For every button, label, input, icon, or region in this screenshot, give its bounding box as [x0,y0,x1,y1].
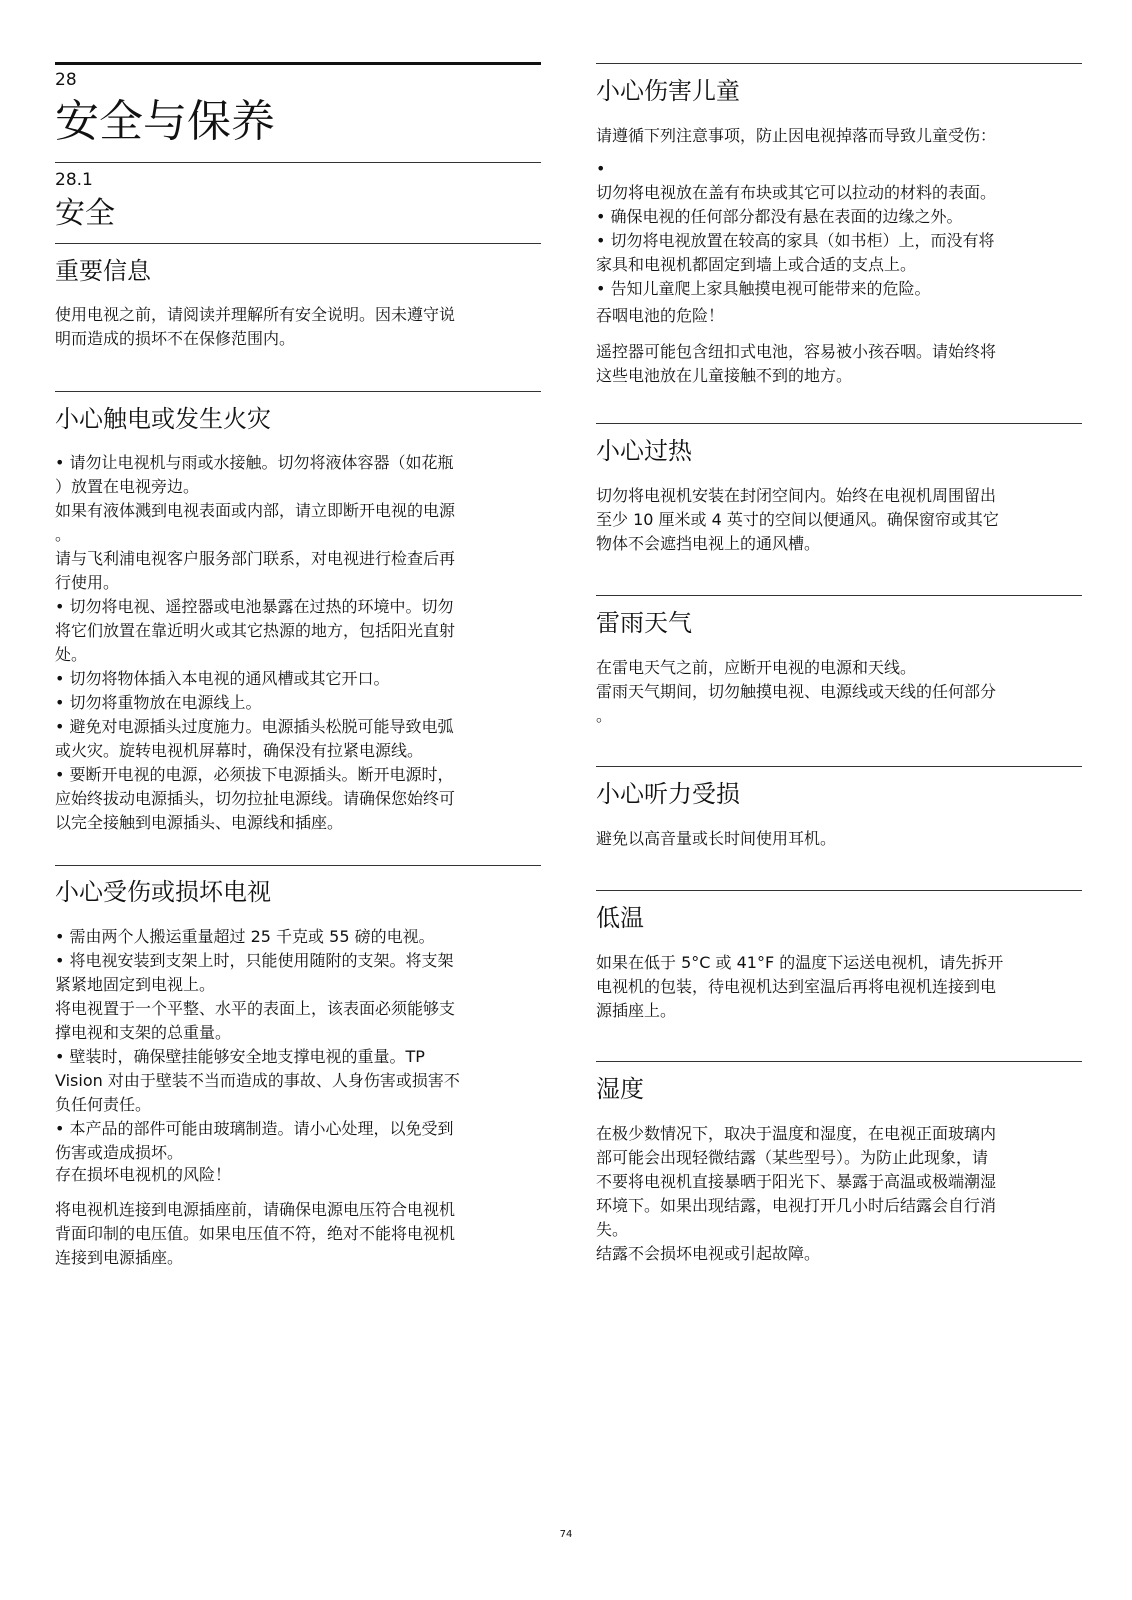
battery-danger-text: 遥控器可能包含纽扣式电池，容易被小孩吞咽。请始终将 这些电池放在儿童接触不到的地方。 [596,342,997,385]
battery-danger-title: 吞咽电池的危险！ [596,306,725,325]
divider [596,595,1082,596]
chapter-number: 28 [55,70,77,90]
risk-damage-title: 存在损坏电视机的风险！ [55,1165,232,1184]
low-temperature-text: 如果在低于 5°C 或 41°F 的温度下运送电视机，请先拆开 电视机的包装，待电视机达到室温后再将电视机连接到电 源插座上。 [596,953,1004,1020]
section-number: 28.1 [55,170,93,190]
heading-injury-damage: 小心受伤或损坏电视 [55,878,271,906]
heading-hearing: 小心听力受损 [596,780,740,808]
chapter-rule [55,62,541,65]
overheat-text: 切勿将电视机安装在封闭空间内。始终在电视机周围留出 至少 10 厘米或 4 英寸的空间以便通风。确保窗帘或其它 物体不会遮挡电视上的通风槽。 [596,486,999,553]
divider [596,766,1082,767]
divider [55,243,541,244]
page-number: 74 [559,1529,573,1540]
divider [596,63,1082,64]
chapter-title: 安全与保养 [55,96,275,147]
divider [55,391,541,392]
risk-damage-text: 将电视机连接到电源插座前，请确保电源电压符合电视机 背面印制的电压值。如果电压值不符，绝对不能将电视机 连接到电源插座。 [55,1200,456,1267]
heading-low-temperature: 低温 [596,904,644,932]
children-intro: 请遵循下列注意事项，防止因电视掉落而导致儿童受伤： [596,126,997,145]
heading-shock-fire: 小心触电或发生火灾 [55,405,271,433]
important-info-text: 使用电视之前，请阅读并理解所有安全说明。因未遵守说 明而造成的损坏不在保修范围内。 [55,305,456,348]
section-title: 安全 [55,196,115,231]
heading-humidity: 湿度 [596,1075,644,1103]
humidity-text: 在极少数情况下，取决于温度和湿度，在电视正面玻璃内 部可能会出现轻微结露（某些型号）。为防止此现象，请 不要将电视机直接暴晒于阳光下、暴露于高温或极端潮湿 环境下。如果出现结露，电视打开几小时后结露会自行消 失。 结露不会损坏电视或引起故障。 [596,1124,997,1263]
divider [596,423,1082,424]
heading-children: 小心伤害儿童 [596,77,740,105]
shock-fire-text: • 请勿让电视机与雨或水接触。切勿将液体容器（如花瓶 ）放置在电视旁边。 如果有液体溅到电视表面或内部，请立即断开电视的电源 。 请与飞利浦电视客户服务部门联系，对电视进行检查后再 行使用。 • 切勿将电视、遥控器或电池暴露在过热的环境中。切勿 将它们放置在靠近明火或其它热源的地方，包括阳光直射 处。 • 切勿将物体插入本电视的通风槽或其它开口。 • 切勿将重物放在电源线上。 • 避免对电源插头过度施力。电源插头松脱可能导致电弧 或火灾。旋转电视机屏幕时，确保没有拉紧电源线。 • 要断开电视的电源，必须拔下电源插头。断开电源时， 应始终拔动电源插头，切勿拉扯电源线。请确保您始终可 以完全接触到电源插头、电源线和插座。 [55,453,456,832]
injury-damage-text: • 需由两个人搬运重量超过 25 千克或 55 磅的电视。 • 将电视安装到支架上时，只能使用随附的支架。将支架 紧紧地固定到电视上。 将电视置于一个平整、水平的表面上，该表面必须能够支 撑电视和支架的总重量。 • 壁装时，确保壁挂能够安全地支撑电视的重量。TP Vision 对由于壁装不当而造成的事故、人身伤害或损害不 负任何责任。 • 本产品的部件可能由玻璃制造。请小心处理，以免受到 伤害或造成损坏。 [55,927,460,1162]
storm-text: 在雷电天气之前，应断开电视的电源和天线。 雷雨天气期间，切勿触摸电视、电源线或天线的任何部分 。 [596,658,997,725]
heading-storm: 雷雨天气 [596,609,692,637]
divider [55,865,541,866]
children-text: • 切勿将电视放在盖有布块或其它可以拉动的材料的表面。 • 确保电视的任何部分都没有悬在表面的边缘之外。 • 切勿将电视放置在较高的家具（如书柜）上，而没有将 家具和电视机都固定到墙上或合适的支点上。 • 告知儿童爬上家具触摸电视可能带来的危险。 [596,159,997,298]
hearing-text: 避免以高音量或长时间使用耳机。 [596,829,837,848]
heading-overheat: 小心过热 [596,437,692,465]
divider [596,1061,1082,1062]
heading-important-info: 重要信息 [55,257,151,285]
section-rule [55,162,541,163]
divider [596,890,1082,891]
